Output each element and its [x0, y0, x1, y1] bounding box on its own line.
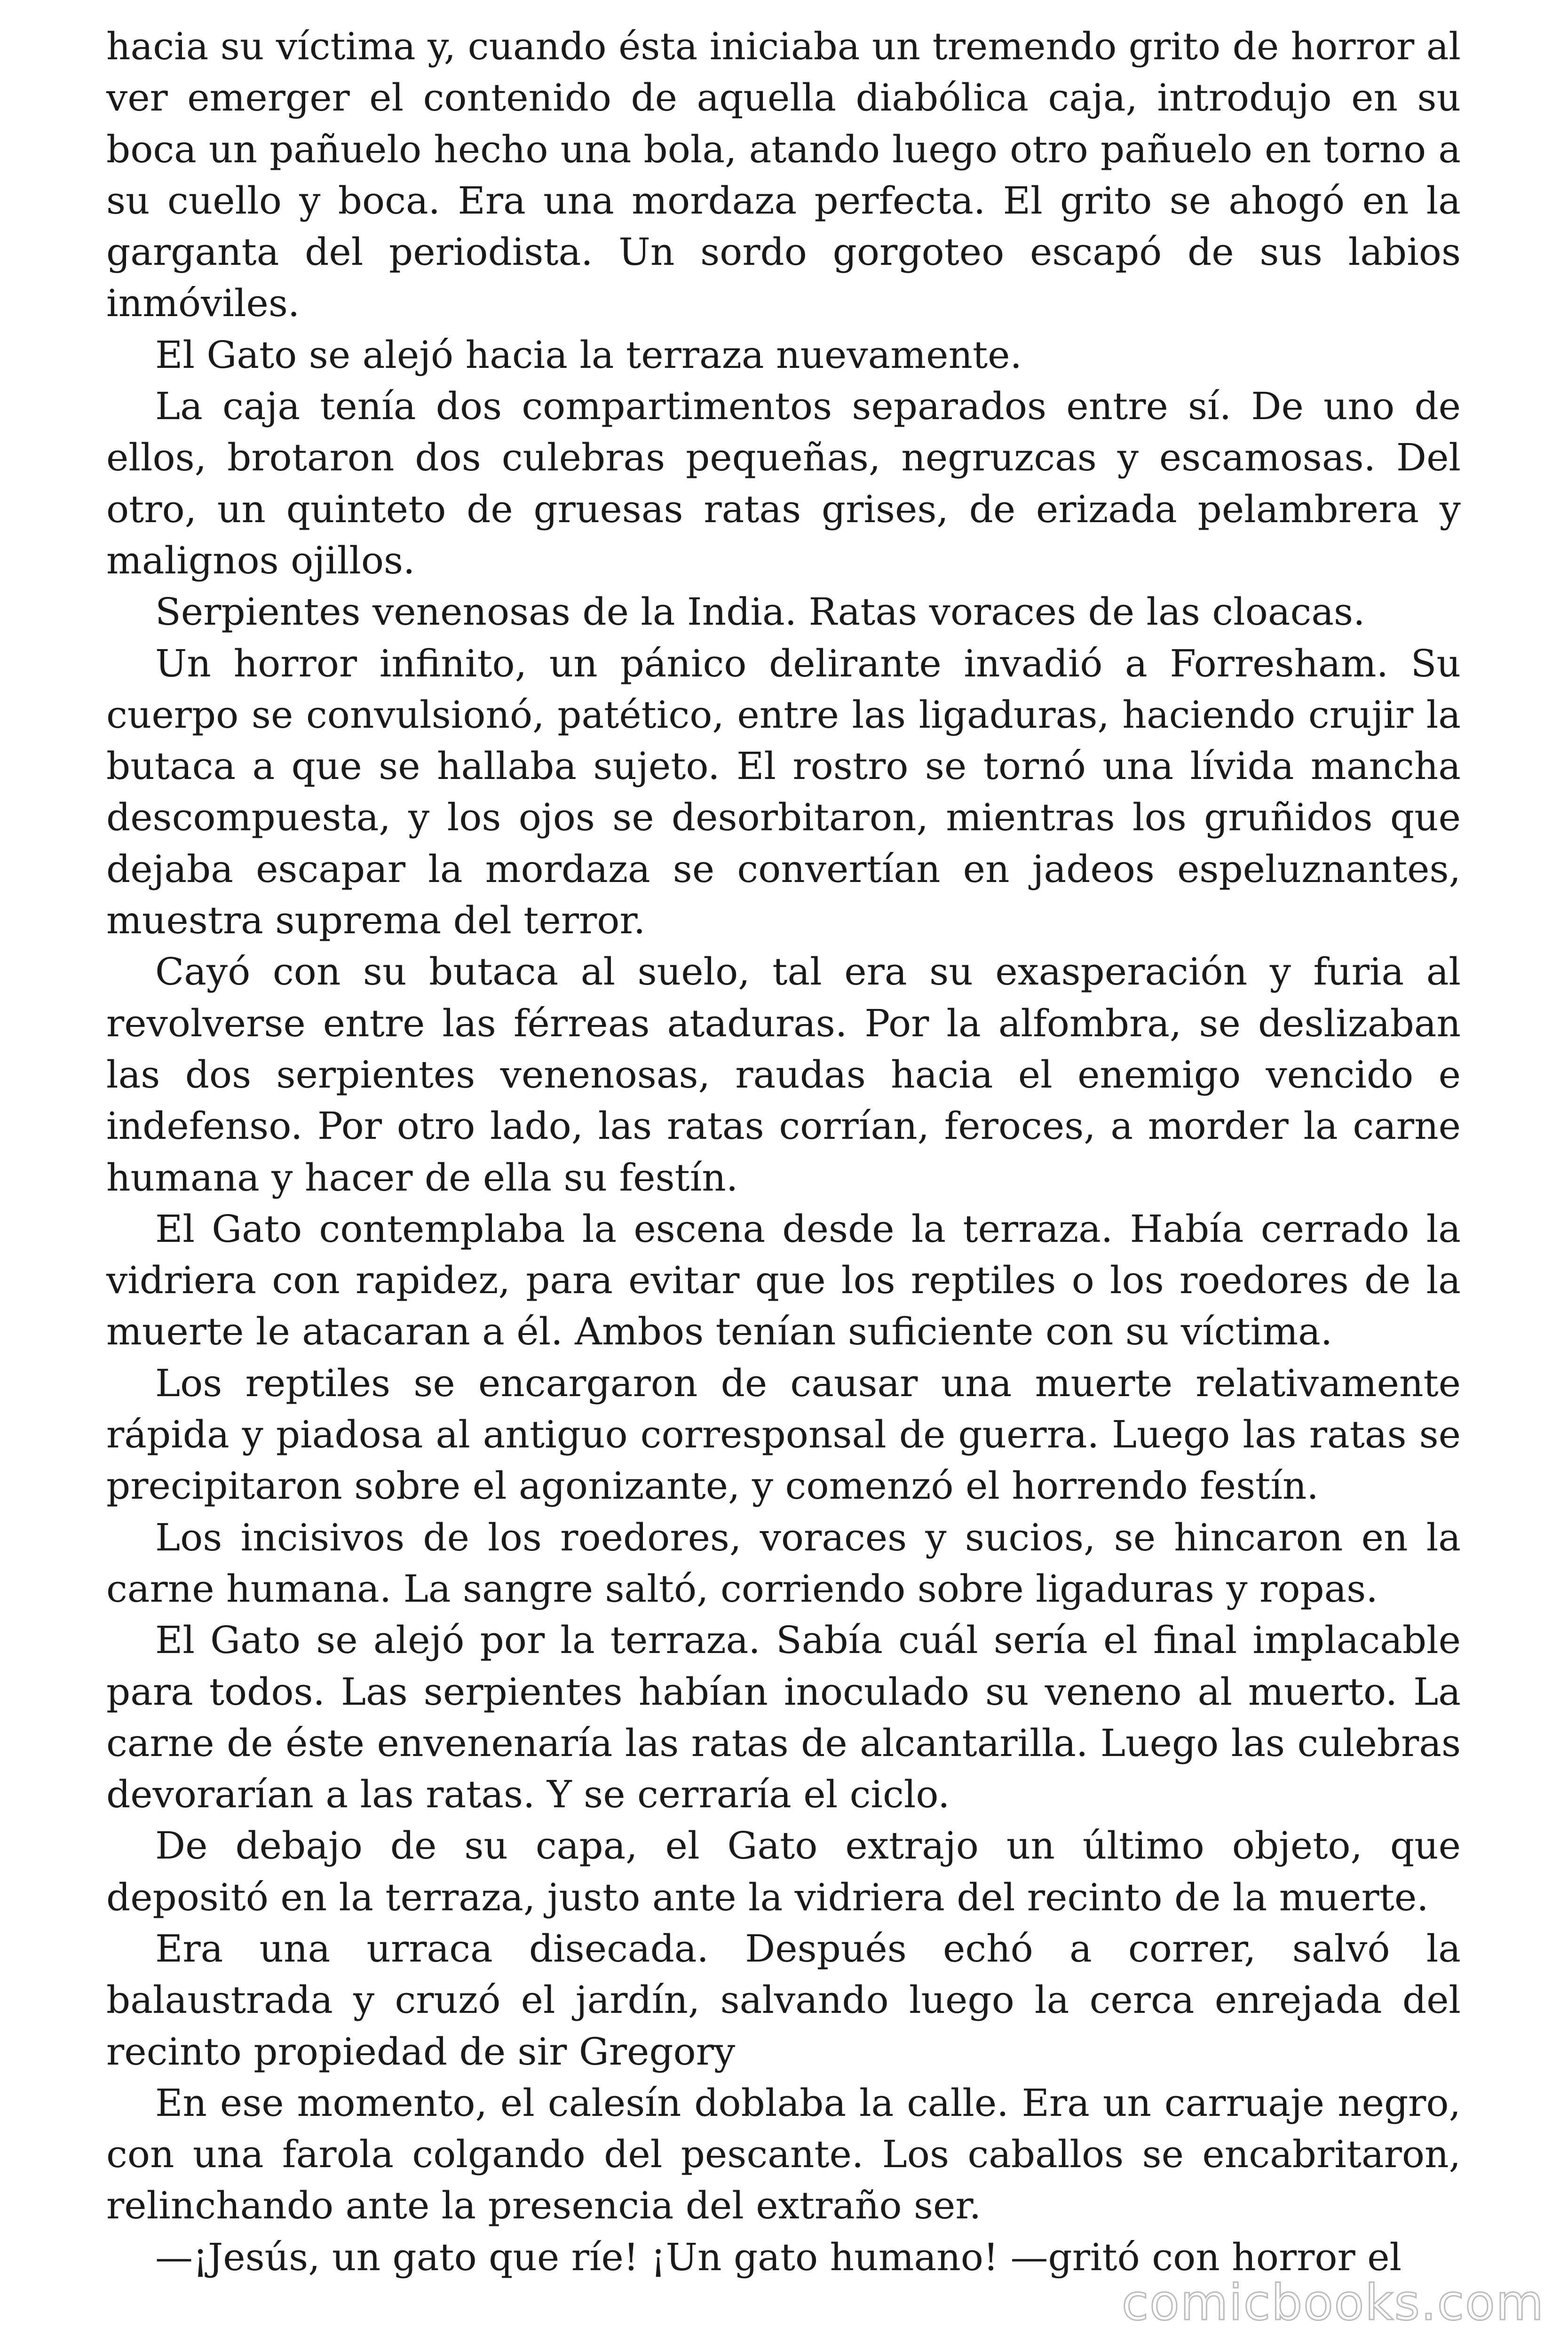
- paragraph: El Gato contemplaba la escena desde la terraza. Había cerrado la vidriera con rapidez, para evitar que los reptiles o los roedores de la muerte le atacaran a él. Ambos tenían suficiente con su víctima.: [106, 1207, 1461, 1354]
- paragraph: El Gato se alejó hacia la terraza nuevamente.: [155, 333, 1022, 377]
- paragraph: Serpientes venenosas de la India. Ratas voraces de las cloacas.: [155, 590, 1365, 634]
- paragraph: Un horror infinito, un pánico delirante invadió a Forresham. Su cuerpo se convulsionó, patético, entre las ligaduras, haciendo crujir la butaca a que se hallaba sujeto. El rostro se tornó una lívida mancha descompuesta, y los ojos se desorbitaron, mientras los gruñidos que dejaba escapar la mordaza se convertían en jadeos espeluznantes, muestra suprema del terror.: [106, 641, 1461, 943]
- paragraph: Los incisivos de los roedores, voraces y sucios, se hincaron en la carne humana. La sangre saltó, corriendo sobre ligaduras y ropas.: [106, 1515, 1461, 1611]
- paragraph: La caja tenía dos compartimentos separados entre sí. De uno de ellos, brotaron dos culebras pequeñas, negruzcas y escamosas. Del otro, un quinteto de gruesas ratas grises, de erizada pelambrera y malignos ojillos.: [106, 384, 1461, 582]
- paragraph: —¡Jesús, un gato que ríe! ¡Un gato humano! —gritó con horror el: [155, 2235, 1402, 2279]
- paragraph: De debajo de su capa, el Gato extrajo un último objeto, que depositó en la terraza, justo ante la vidriera del recinto de la muerte.: [106, 1824, 1461, 1919]
- book-page-text: [106, 21, 1461, 2283]
- paragraph: hacia su víctima y, cuando ésta iniciaba un tremendo grito de horror al ver emerger el contenido de aquella diabólica caja, introdujo en su boca un pañuelo hecho una bola, atando luego otro pañuelo en torno a su cuello y boca. Era una mordaza perfecta. El grito se ahogó en la garganta del periodista. Un sordo gorgoteo escapó de sus labios inmóviles.: [106, 24, 1461, 326]
- paragraph: Los reptiles se encargaron de causar una muerte relativamente rápida y piadosa al antiguo corresponsal de guerra. Luego las ratas se precipitaron sobre el agonizante, y comenzó el horrendo festín.: [106, 1361, 1461, 1508]
- paragraph: Cayó con su butaca al suelo, tal era su exasperación y furia al revolverse entre las férreas ataduras. Por la alfombra, se deslizaban las dos serpientes venenosas, raudas hacia el enemigo vencido e indefenso. Por otro lado, las ratas corrían, feroces, a morder la carne humana y hacer de ella su festín.: [106, 950, 1461, 1200]
- paragraph: Era una urraca disecada. Después echó a correr, salvó la balaustrada y cruzó el jardín, salvando luego la cerca enrejada del recinto propiedad de sir Gregory: [106, 1926, 1461, 2074]
- watermark-logo: comicbooks.com: [1121, 2274, 1544, 2331]
- paragraph: En ese momento, el calesín doblaba la calle. Era un carruaje negro, con una farola colgando del pescante. Los caballos se encabritaron, relinchando ante la presencia del extraño ser.: [106, 2081, 1461, 2228]
- paragraph: El Gato se alejó por la terraza. Sabía cuál sería el final implacable para todos. Las serpientes habían inoculado su veneno al muerto. La carne de éste envenenaría las ratas de alcantarilla. Luego las culebras devorarían a las ratas. Y se cerraría el ciclo.: [106, 1618, 1461, 1817]
